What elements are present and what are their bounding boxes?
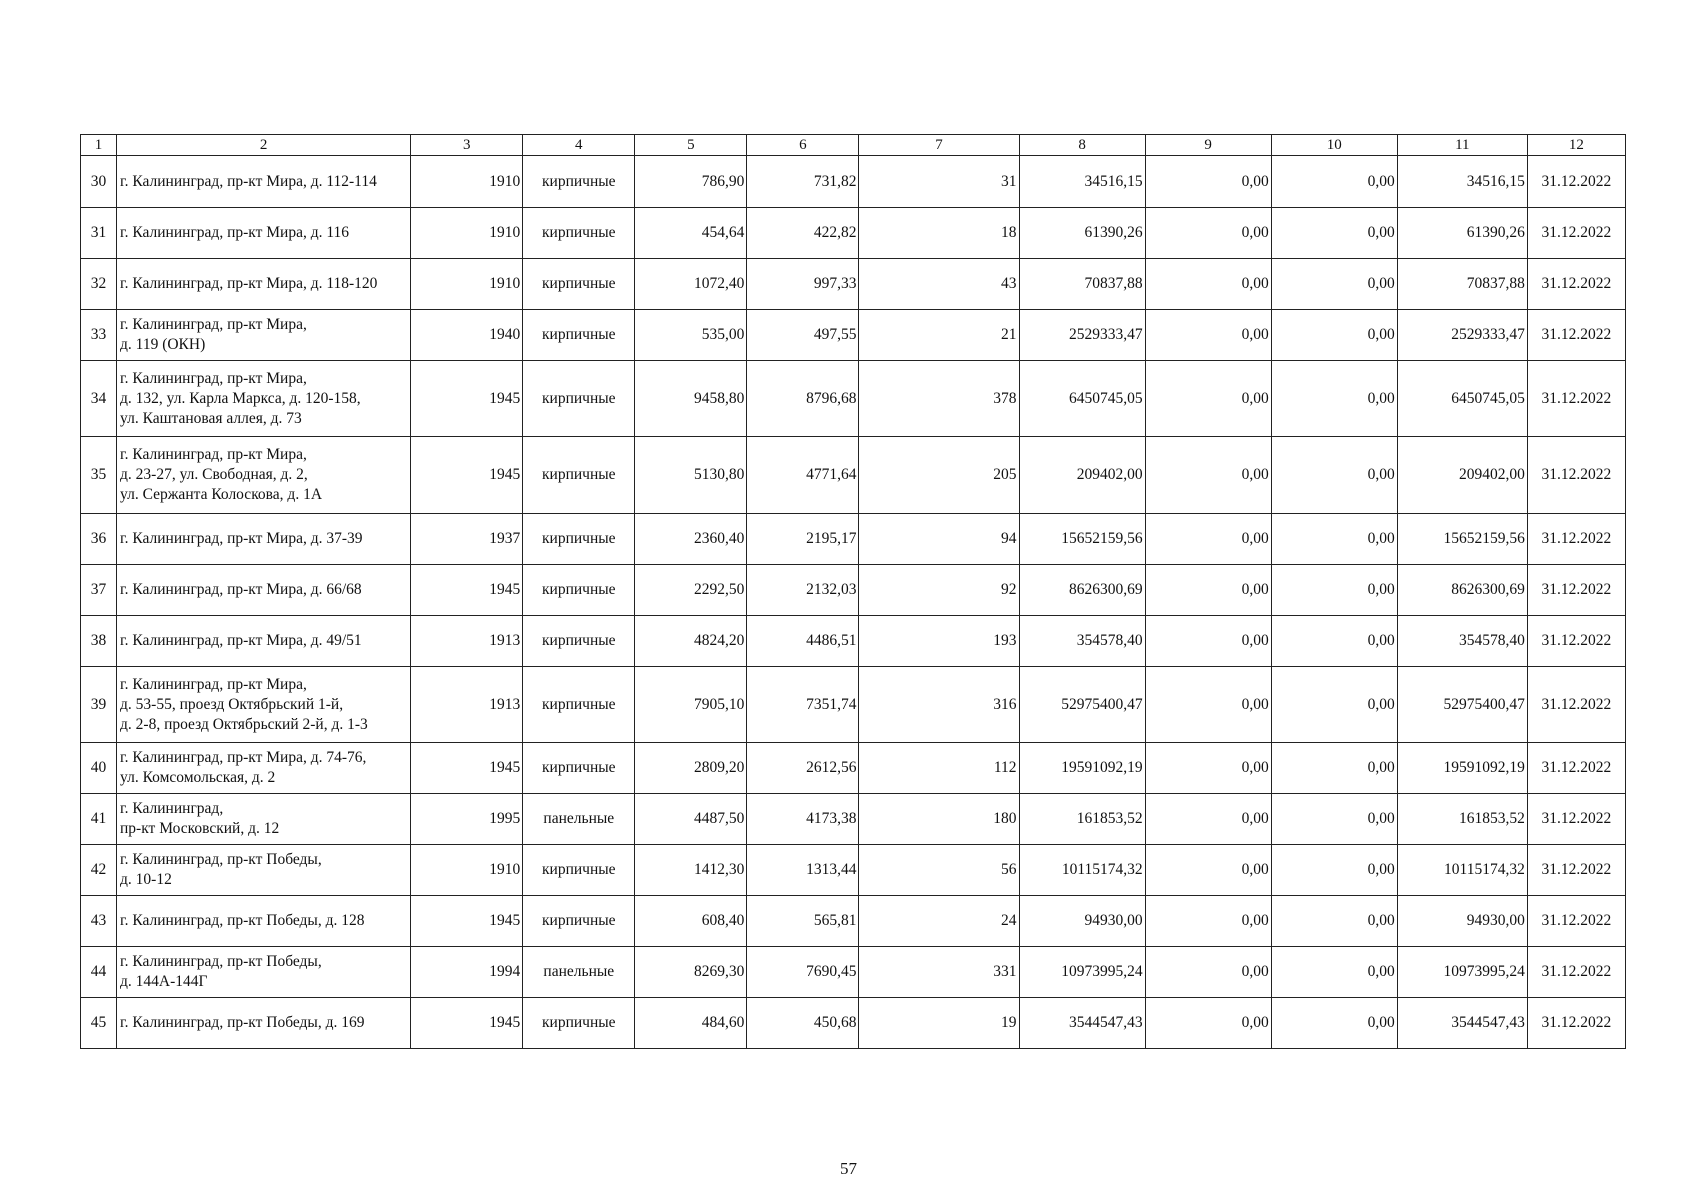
- value-cell-c9: 0,00: [1145, 156, 1271, 208]
- row-index: 31: [81, 208, 117, 259]
- value-cell-c9: 0,00: [1145, 437, 1271, 514]
- address-line: ул. Комсомольская, д. 2: [120, 769, 276, 786]
- value-cell-c10: 0,00: [1271, 565, 1397, 616]
- year-cell: 1910: [411, 156, 523, 208]
- address-cell: [117, 310, 411, 361]
- address-line: д. 10-12: [120, 871, 172, 888]
- date-cell: 31.12.2022: [1527, 616, 1625, 667]
- year-cell: 1913: [411, 616, 523, 667]
- value-cell-c7: 112: [859, 743, 1019, 794]
- value-cell-c7: 205: [859, 437, 1019, 514]
- row-index: 37: [81, 565, 117, 616]
- row-index: 41: [81, 794, 117, 845]
- address-cell: [117, 616, 411, 667]
- material-cell: кирпичные: [523, 896, 635, 947]
- address-cell: [117, 156, 411, 208]
- year-cell: 1995: [411, 794, 523, 845]
- table-row: [81, 259, 1626, 310]
- value-cell-c5: 2360,40: [635, 514, 747, 565]
- value-cell-c10: 0,00: [1271, 794, 1397, 845]
- value-cell-c11: 15652159,56: [1397, 514, 1527, 565]
- material-cell: кирпичные: [523, 208, 635, 259]
- table-row: [81, 616, 1626, 667]
- value-cell-c10: 0,00: [1271, 156, 1397, 208]
- value-cell-c8: 209402,00: [1019, 437, 1145, 514]
- value-cell-c6: 565,81: [747, 896, 859, 947]
- value-cell-c7: 21: [859, 310, 1019, 361]
- address-cell: [117, 667, 411, 743]
- col-header: 11: [1397, 135, 1527, 156]
- year-cell: 1937: [411, 514, 523, 565]
- value-cell-c6: 1313,44: [747, 845, 859, 896]
- table-row: [81, 896, 1626, 947]
- date-cell: 31.12.2022: [1527, 310, 1625, 361]
- year-cell: 1945: [411, 565, 523, 616]
- address-line: г. Калининград, пр-кт Мира, д. 37-39: [120, 530, 363, 547]
- col-header: 8: [1019, 135, 1145, 156]
- value-cell-c5: 2292,50: [635, 565, 747, 616]
- row-index: 42: [81, 845, 117, 896]
- col-header: 2: [117, 135, 411, 156]
- data-table: [80, 134, 1626, 1049]
- material-cell: кирпичные: [523, 616, 635, 667]
- value-cell-c11: 161853,52: [1397, 794, 1527, 845]
- value-cell-c5: 1412,30: [635, 845, 747, 896]
- table-row: [81, 565, 1626, 616]
- value-cell-c11: 10115174,32: [1397, 845, 1527, 896]
- material-cell: кирпичные: [523, 156, 635, 208]
- value-cell-c9: 0,00: [1145, 310, 1271, 361]
- table-row: [81, 437, 1626, 514]
- address-cell: [117, 514, 411, 565]
- row-index: 35: [81, 437, 117, 514]
- value-cell-c8: 2529333,47: [1019, 310, 1145, 361]
- date-cell: 31.12.2022: [1527, 514, 1625, 565]
- value-cell-c5: 484,60: [635, 998, 747, 1049]
- date-cell: 31.12.2022: [1527, 259, 1625, 310]
- value-cell-c7: 193: [859, 616, 1019, 667]
- date-cell: 31.12.2022: [1527, 743, 1625, 794]
- value-cell-c9: 0,00: [1145, 998, 1271, 1049]
- table-row: [81, 998, 1626, 1049]
- value-cell-c10: 0,00: [1271, 259, 1397, 310]
- address-cell: [117, 361, 411, 437]
- row-index: 39: [81, 667, 117, 743]
- address-line: г. Калининград, пр-кт Мира,: [120, 675, 307, 693]
- value-cell-c11: 70837,88: [1397, 259, 1527, 310]
- year-cell: 1910: [411, 208, 523, 259]
- value-cell-c5: 454,64: [635, 208, 747, 259]
- value-cell-c7: 31: [859, 156, 1019, 208]
- date-cell: 31.12.2022: [1527, 794, 1625, 845]
- address-line: г. Калининград, пр-кт Мира, д. 112-114: [120, 172, 377, 190]
- date-cell: 31.12.2022: [1527, 947, 1625, 998]
- date-cell: 31.12.2022: [1527, 437, 1625, 514]
- address-line: ул. Каштановая аллея, д. 73: [120, 409, 302, 427]
- year-cell: 1994: [411, 947, 523, 998]
- material-cell: кирпичные: [523, 743, 635, 794]
- value-cell-c10: 0,00: [1271, 947, 1397, 998]
- address-line: д. 23-27, ул. Свободная, д. 2,: [120, 466, 308, 483]
- value-cell-c7: 43: [859, 259, 1019, 310]
- address-cell: [117, 998, 411, 1049]
- value-cell-c6: 7351,74: [747, 667, 859, 743]
- address-cell: [117, 896, 411, 947]
- value-cell-c8: 8626300,69: [1019, 565, 1145, 616]
- value-cell-c8: 10115174,32: [1019, 845, 1145, 896]
- material-cell: кирпичные: [523, 514, 635, 565]
- value-cell-c5: 1072,40: [635, 259, 747, 310]
- value-cell-c6: 2195,17: [747, 514, 859, 565]
- table-row: [81, 845, 1626, 896]
- value-cell-c10: 0,00: [1271, 361, 1397, 437]
- address-line: ул. Сержанта Колоскова, д. 1А: [120, 486, 323, 503]
- value-cell-c11: 354578,40: [1397, 616, 1527, 667]
- value-cell-c8: 15652159,56: [1019, 514, 1145, 565]
- material-cell: кирпичные: [523, 667, 635, 743]
- page-number: 57: [840, 1159, 857, 1178]
- value-cell-c10: 0,00: [1271, 998, 1397, 1049]
- value-cell-c9: 0,00: [1145, 259, 1271, 310]
- address-line: г. Калининград, пр-кт Мира,: [120, 446, 307, 463]
- year-cell: 1945: [411, 437, 523, 514]
- value-cell-c9: 0,00: [1145, 361, 1271, 437]
- value-cell-c10: 0,00: [1271, 743, 1397, 794]
- address-line: г. Калининград, пр-кт Мира,: [120, 369, 307, 387]
- address-line: д. 53-55, проезд Октябрьский 1-й,: [120, 695, 344, 713]
- row-index: 33: [81, 310, 117, 361]
- value-cell-c7: 180: [859, 794, 1019, 845]
- value-cell-c10: 0,00: [1271, 514, 1397, 565]
- material-cell: кирпичные: [523, 565, 635, 616]
- date-cell: 31.12.2022: [1527, 361, 1625, 437]
- value-cell-c11: 3544547,43: [1397, 998, 1527, 1049]
- date-cell: 31.12.2022: [1527, 998, 1625, 1049]
- material-cell: кирпичные: [523, 998, 635, 1049]
- value-cell-c11: 52975400,47: [1397, 667, 1527, 743]
- value-cell-c10: 0,00: [1271, 896, 1397, 947]
- col-header: 12: [1527, 135, 1625, 156]
- year-cell: 1940: [411, 310, 523, 361]
- value-cell-c6: 497,55: [747, 310, 859, 361]
- value-cell-c7: 56: [859, 845, 1019, 896]
- date-cell: 31.12.2022: [1527, 565, 1625, 616]
- row-index: 34: [81, 361, 117, 437]
- value-cell-c8: 52975400,47: [1019, 667, 1145, 743]
- col-header: 3: [411, 135, 523, 156]
- value-cell-c5: 4487,50: [635, 794, 747, 845]
- value-cell-c9: 0,00: [1145, 896, 1271, 947]
- table-row: [81, 156, 1626, 208]
- value-cell-c7: 18: [859, 208, 1019, 259]
- value-cell-c9: 0,00: [1145, 743, 1271, 794]
- address-line: г. Калининград, пр-кт Мира, д. 118-120: [120, 275, 378, 292]
- material-cell: кирпичные: [523, 259, 635, 310]
- address-cell: [117, 845, 411, 896]
- col-header: 4: [523, 135, 635, 156]
- value-cell-c6: 8796,68: [747, 361, 859, 437]
- value-cell-c7: 24: [859, 896, 1019, 947]
- year-cell: 1945: [411, 896, 523, 947]
- value-cell-c6: 4173,38: [747, 794, 859, 845]
- value-cell-c8: 161853,52: [1019, 794, 1145, 845]
- value-cell-c5: 608,40: [635, 896, 747, 947]
- table-row: [81, 947, 1626, 998]
- address-line: д. 144А-144Г: [120, 973, 208, 990]
- value-cell-c9: 0,00: [1145, 565, 1271, 616]
- address-line: г. Калининград, пр-кт Мира,: [120, 316, 307, 333]
- value-cell-c9: 0,00: [1145, 208, 1271, 259]
- table-row: [81, 310, 1626, 361]
- address-line: д. 2-8, проезд Октябрьский 2-й, д. 1-3: [120, 715, 368, 733]
- value-cell-c9: 0,00: [1145, 667, 1271, 743]
- value-cell-c11: 61390,26: [1397, 208, 1527, 259]
- value-cell-c7: 92: [859, 565, 1019, 616]
- row-index: 45: [81, 998, 117, 1049]
- value-cell-c5: 9458,80: [635, 361, 747, 437]
- value-cell-c7: 316: [859, 667, 1019, 743]
- value-cell-c8: 10973995,24: [1019, 947, 1145, 998]
- address-cell: [117, 437, 411, 514]
- address-line: г. Калининград, пр-кт Победы, д. 128: [120, 912, 365, 929]
- value-cell-c7: 331: [859, 947, 1019, 998]
- value-cell-c5: 4824,20: [635, 616, 747, 667]
- value-cell-c6: 4486,51: [747, 616, 859, 667]
- value-cell-c5: 7905,10: [635, 667, 747, 743]
- row-index: 32: [81, 259, 117, 310]
- year-cell: 1910: [411, 259, 523, 310]
- value-cell-c11: 6450745,05: [1397, 361, 1527, 437]
- year-cell: 1913: [411, 667, 523, 743]
- value-cell-c8: 354578,40: [1019, 616, 1145, 667]
- col-header: 7: [859, 135, 1019, 156]
- value-cell-c10: 0,00: [1271, 208, 1397, 259]
- value-cell-c11: 2529333,47: [1397, 310, 1527, 361]
- address-cell: [117, 208, 411, 259]
- address-line: г. Калининград, пр-кт Мира, д. 49/51: [120, 632, 362, 649]
- value-cell-c11: 34516,15: [1397, 156, 1527, 208]
- value-cell-c8: 61390,26: [1019, 208, 1145, 259]
- value-cell-c9: 0,00: [1145, 845, 1271, 896]
- table-row: [81, 794, 1626, 845]
- value-cell-c8: 19591092,19: [1019, 743, 1145, 794]
- row-index: 36: [81, 514, 117, 565]
- col-header: 9: [1145, 135, 1271, 156]
- value-cell-c10: 0,00: [1271, 845, 1397, 896]
- row-index: 44: [81, 947, 117, 998]
- value-cell-c8: 6450745,05: [1019, 361, 1145, 437]
- value-cell-c9: 0,00: [1145, 794, 1271, 845]
- year-cell: 1945: [411, 998, 523, 1049]
- value-cell-c8: 3544547,43: [1019, 998, 1145, 1049]
- table-row: [81, 514, 1626, 565]
- address-line: д. 132, ул. Карла Маркса, д. 120-158,: [120, 389, 361, 407]
- row-index: 30: [81, 156, 117, 208]
- value-cell-c5: 8269,30: [635, 947, 747, 998]
- value-cell-c6: 422,82: [747, 208, 859, 259]
- data-table-container: [80, 134, 1626, 1049]
- value-cell-c10: 0,00: [1271, 616, 1397, 667]
- address-cell: [117, 743, 411, 794]
- date-cell: 31.12.2022: [1527, 667, 1625, 743]
- address-cell: [117, 259, 411, 310]
- date-cell: 31.12.2022: [1527, 156, 1625, 208]
- value-cell-c9: 0,00: [1145, 616, 1271, 667]
- material-cell: кирпичные: [523, 845, 635, 896]
- material-cell: кирпичные: [523, 437, 635, 514]
- address-cell: [117, 947, 411, 998]
- material-cell: панельные: [523, 794, 635, 845]
- address-line: д. 119 (ОКН): [120, 336, 206, 353]
- value-cell-c6: 731,82: [747, 156, 859, 208]
- value-cell-c7: 94: [859, 514, 1019, 565]
- address-line: г. Калининград, пр-кт Победы,: [120, 953, 322, 970]
- row-index: 43: [81, 896, 117, 947]
- table-row: [81, 667, 1626, 743]
- value-cell-c8: 34516,15: [1019, 156, 1145, 208]
- address-line: г. Калининград,: [120, 800, 224, 817]
- row-index: 40: [81, 743, 117, 794]
- value-cell-c11: 209402,00: [1397, 437, 1527, 514]
- value-cell-c10: 0,00: [1271, 437, 1397, 514]
- value-cell-c6: 2132,03: [747, 565, 859, 616]
- row-index: 38: [81, 616, 117, 667]
- address-line: г. Калининград, пр-кт Мира, д. 74-76,: [120, 749, 367, 766]
- value-cell-c5: 5130,80: [635, 437, 747, 514]
- value-cell-c7: 19: [859, 998, 1019, 1049]
- table-row: [81, 361, 1626, 437]
- material-cell: кирпичные: [523, 361, 635, 437]
- value-cell-c9: 0,00: [1145, 514, 1271, 565]
- value-cell-c11: 8626300,69: [1397, 565, 1527, 616]
- address-line: г. Калининград, пр-кт Победы, д. 169: [120, 1014, 365, 1031]
- value-cell-c8: 94930,00: [1019, 896, 1145, 947]
- value-cell-c6: 4771,64: [747, 437, 859, 514]
- value-cell-c5: 535,00: [635, 310, 747, 361]
- material-cell: кирпичные: [523, 310, 635, 361]
- value-cell-c9: 0,00: [1145, 947, 1271, 998]
- date-cell: 31.12.2022: [1527, 845, 1625, 896]
- value-cell-c10: 0,00: [1271, 310, 1397, 361]
- col-header: 6: [747, 135, 859, 156]
- value-cell-c5: 2809,20: [635, 743, 747, 794]
- column-number-header: [81, 135, 1626, 156]
- value-cell-c6: 450,68: [747, 998, 859, 1049]
- date-cell: 31.12.2022: [1527, 896, 1625, 947]
- year-cell: 1945: [411, 361, 523, 437]
- col-header: 1: [81, 135, 117, 156]
- table-body: [81, 156, 1626, 1049]
- value-cell-c11: 19591092,19: [1397, 743, 1527, 794]
- address-line: г. Калининград, пр-кт Мира, д. 66/68: [120, 581, 362, 598]
- value-cell-c6: 2612,56: [747, 743, 859, 794]
- address-cell: [117, 565, 411, 616]
- value-cell-c6: 7690,45: [747, 947, 859, 998]
- value-cell-c7: 378: [859, 361, 1019, 437]
- value-cell-c11: 94930,00: [1397, 896, 1527, 947]
- col-header: 5: [635, 135, 747, 156]
- value-cell-c6: 997,33: [747, 259, 859, 310]
- address-line: пр-кт Московский, д. 12: [120, 820, 280, 837]
- table-row: [81, 743, 1626, 794]
- date-cell: 31.12.2022: [1527, 208, 1625, 259]
- table-row: [81, 208, 1626, 259]
- address-cell: [117, 794, 411, 845]
- col-header: 10: [1271, 135, 1397, 156]
- year-cell: 1945: [411, 743, 523, 794]
- material-cell: панельные: [523, 947, 635, 998]
- value-cell-c11: 10973995,24: [1397, 947, 1527, 998]
- address-line: г. Калининград, пр-кт Победы,: [120, 851, 322, 868]
- address-line: г. Калининград, пр-кт Мира, д. 116: [120, 224, 350, 241]
- value-cell-c10: 0,00: [1271, 667, 1397, 743]
- value-cell-c8: 70837,88: [1019, 259, 1145, 310]
- year-cell: 1910: [411, 845, 523, 896]
- value-cell-c5: 786,90: [635, 156, 747, 208]
